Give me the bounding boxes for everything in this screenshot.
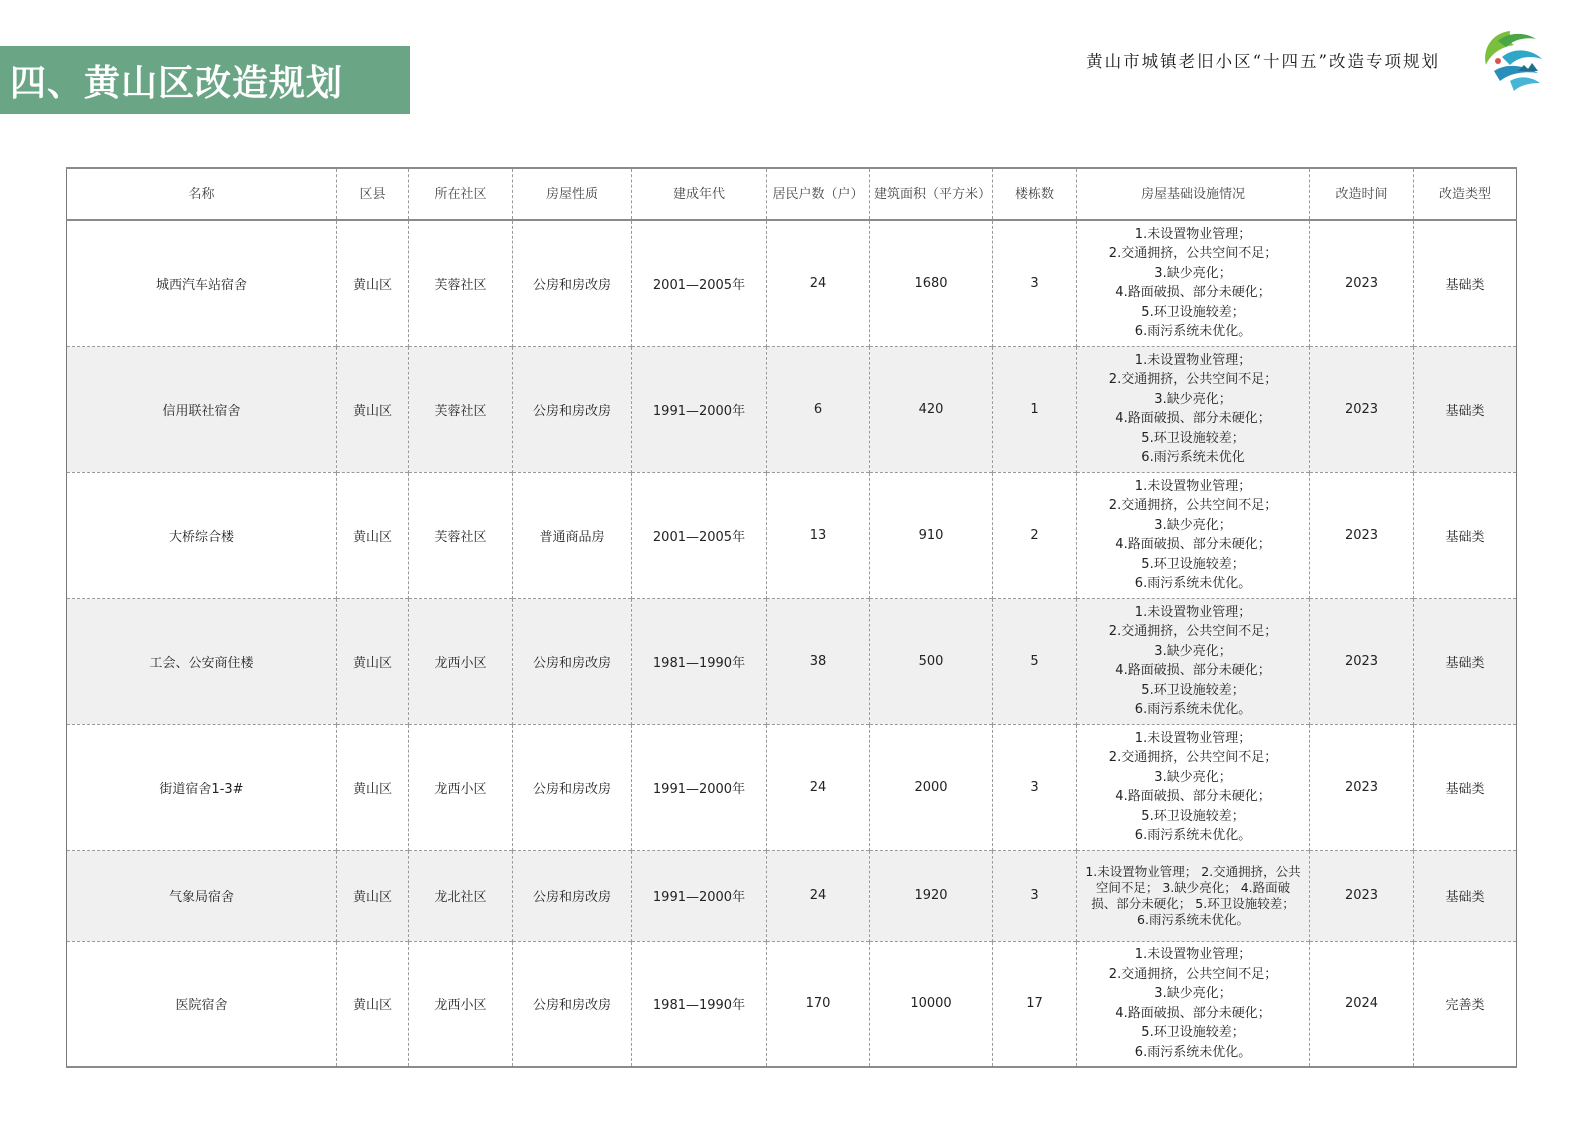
issue-line: 2.交通拥挤，公共空间不足；: [1108, 372, 1278, 387]
cell-type: 基础类: [1414, 220, 1517, 346]
cell-households: 24: [767, 850, 870, 941]
issue-line: 5.环卫设施较差；: [1141, 304, 1245, 320]
section-banner: [0, 46, 410, 114]
issue-line: 1.未设置物业管理；: [1134, 730, 1252, 746]
issue-line: 2.交通拥挤，公共空间不足；: [1108, 966, 1278, 982]
cell-households: 24: [767, 724, 870, 850]
issue-line: 4.路面破损、部分未硬化；: [1115, 663, 1271, 678]
cell-area: 420: [870, 346, 993, 472]
cell-built: 1991—2000年: [632, 346, 767, 472]
issue-line: 5.环卫设施较差；: [1141, 808, 1245, 824]
cell-area: 2000: [870, 724, 993, 850]
issue-line: 6.雨污系统未优化: [1141, 450, 1245, 465]
cell-area: 1680: [870, 220, 993, 346]
cell-issues: [1077, 724, 1310, 850]
cell-issues: [1077, 472, 1310, 598]
table-row: [67, 850, 1517, 941]
cell-type: 基础类: [1414, 598, 1517, 724]
cell-households: 24: [767, 220, 870, 346]
cell-built: 1981—1990年: [632, 598, 767, 724]
cell-buildings: 2: [993, 472, 1077, 598]
cell-county: 黄山区: [337, 346, 409, 472]
cell-name: 街道宿舍1-3#: [67, 724, 337, 850]
cell-name: 大桥综合楼: [67, 472, 337, 598]
cell-area: 910: [870, 472, 993, 598]
cell-year: 2023: [1310, 346, 1414, 472]
issue-line: 4.路面破损、部分未硬化；: [1115, 1005, 1271, 1021]
cell-year: 2023: [1310, 598, 1414, 724]
issue-line: 1.未设置物业管理；: [1134, 478, 1252, 494]
cell-buildings: 3: [993, 850, 1077, 941]
cell-issues: [1077, 220, 1310, 346]
cell-issues: 1.未设置物业管理； 2.交通拥挤，公共空间不足； 3.缺少亮化； 4.路面破损、部分未硬化； 5.环卫设施较差； 6.雨污系统未优化。: [1077, 850, 1310, 941]
cell-nature: 公房和房改房: [513, 850, 632, 941]
issue-line: 3.缺少亮化；: [1154, 391, 1232, 407]
cell-nature: 普通商品房: [513, 472, 632, 598]
cell-community: 龙北社区: [409, 850, 513, 941]
cell-built: 2001—2005年: [632, 472, 767, 598]
cell-name: 气象局宿舍: [67, 850, 337, 941]
cell-year: 2023: [1310, 724, 1414, 850]
cell-county: 黄山区: [337, 724, 409, 850]
cell-built: 2001—2005年: [632, 220, 767, 346]
cell-type: 基础类: [1414, 850, 1517, 941]
cell-area: 1920: [870, 850, 993, 941]
cell-name: 城西汽车站宿舍: [67, 220, 337, 346]
issue-line: 2.交通拥挤，公共空间不足；: [1108, 246, 1278, 262]
issue-line: 1.未设置物业管理；: [1134, 352, 1252, 368]
cell-area: 10000: [870, 941, 993, 1067]
cell-county: 黄山区: [337, 850, 409, 941]
cell-county: 黄山区: [337, 220, 409, 346]
column-header: 改造时间: [1310, 168, 1414, 220]
cell-community: 龙西小区: [409, 941, 513, 1067]
cell-community: 芙蓉社区: [409, 220, 513, 346]
cell-community: 芙蓉社区: [409, 346, 513, 472]
issue-line: 2.交通拥挤，公共空间不足；: [1108, 498, 1278, 513]
cell-households: 13: [767, 472, 870, 598]
cell-nature: 公房和房改房: [513, 941, 632, 1067]
cell-issues: [1077, 346, 1310, 472]
table-row: [67, 472, 1517, 598]
issue-line: 5.环卫设施较差；: [1141, 430, 1245, 446]
column-header: 楼栋数: [993, 168, 1077, 220]
cell-year: 2023: [1310, 850, 1414, 941]
issue-line: 6.雨污系统未优化。: [1134, 576, 1252, 591]
cell-nature: 公房和房改房: [513, 220, 632, 346]
table-row: [67, 346, 1517, 472]
column-header: 居民户数（户）: [767, 168, 870, 220]
cell-name: 医院宿舍: [67, 941, 337, 1067]
table-row: [67, 598, 1517, 724]
cell-issues: [1077, 598, 1310, 724]
issue-line: 3.缺少亮化；: [1154, 769, 1232, 785]
cell-type: 基础类: [1414, 724, 1517, 850]
cell-issues: [1077, 941, 1310, 1067]
cell-community: 龙西小区: [409, 598, 513, 724]
cell-buildings: 3: [993, 220, 1077, 346]
issue-line: 3.缺少亮化；: [1154, 517, 1232, 533]
issue-line: 6.雨污系统未优化。: [1134, 702, 1252, 717]
issue-line: 4.路面破损、部分未硬化；: [1115, 789, 1271, 804]
cell-county: 黄山区: [337, 472, 409, 598]
column-header: 建筑面积（平方米）: [870, 168, 993, 220]
cell-nature: 公房和房改房: [513, 346, 632, 472]
issue-line: 3.缺少亮化；: [1154, 643, 1232, 659]
cell-households: 38: [767, 598, 870, 724]
issue-line: 1.未设置物业管理；: [1134, 947, 1252, 963]
cell-name: 信用联社宿舍: [67, 346, 337, 472]
issue-line: 1.未设置物业管理；: [1134, 226, 1252, 242]
column-header: 房屋基础设施情况: [1077, 168, 1310, 220]
cell-built: 1991—2000年: [632, 724, 767, 850]
issue-line: 3.缺少亮化；: [1154, 986, 1232, 1002]
column-header: 改造类型: [1414, 168, 1517, 220]
cell-nature: 公房和房改房: [513, 598, 632, 724]
table-header-row: [67, 168, 1517, 220]
cell-buildings: 17: [993, 941, 1077, 1067]
issue-line: 5.环卫设施较差；: [1141, 682, 1245, 698]
cell-built: 1981—1990年: [632, 941, 767, 1067]
cell-buildings: 3: [993, 724, 1077, 850]
issue-line: 6.雨污系统未优化。: [1134, 828, 1252, 843]
cell-type: 基础类: [1414, 472, 1517, 598]
renovation-plan-table: [66, 167, 1517, 1068]
cell-households: 170: [767, 941, 870, 1067]
section-title: 四、黄山区改造规划: [10, 62, 344, 104]
cell-built: 1991—2000年: [632, 850, 767, 941]
table-row: [67, 941, 1517, 1067]
issue-line: 4.路面破损、部分未硬化；: [1115, 411, 1271, 426]
issue-line: 3.缺少亮化；: [1154, 265, 1232, 281]
cell-type: 完善类: [1414, 941, 1517, 1067]
cell-year: 2024: [1310, 941, 1414, 1067]
mountain-wave-logo-icon: [1480, 27, 1546, 93]
column-header: 建成年代: [632, 168, 767, 220]
issue-line: 5.环卫设施较差；: [1141, 556, 1245, 572]
issue-line: 1.未设置物业管理；: [1134, 604, 1252, 620]
cell-type: 基础类: [1414, 346, 1517, 472]
column-header: 所在社区: [409, 168, 513, 220]
renovation-table-container: [66, 167, 1516, 1068]
document-title: 黄山市城镇老旧小区“十四五”改造专项规划: [1086, 52, 1440, 71]
cell-buildings: 5: [993, 598, 1077, 724]
cell-year: 2023: [1310, 220, 1414, 346]
cell-area: 500: [870, 598, 993, 724]
issue-line: 2.交通拥挤，公共空间不足；: [1108, 624, 1278, 639]
cell-year: 2023: [1310, 472, 1414, 598]
issue-line: 5.环卫设施较差；: [1141, 1025, 1245, 1041]
table-row: [67, 724, 1517, 850]
issue-line: 2.交通拥挤，公共空间不足；: [1108, 750, 1278, 765]
cell-households: 6: [767, 346, 870, 472]
column-header: 名称: [67, 168, 337, 220]
cell-nature: 公房和房改房: [513, 724, 632, 850]
cell-community: 龙西小区: [409, 724, 513, 850]
cell-county: 黄山区: [337, 941, 409, 1067]
cell-buildings: 1: [993, 346, 1077, 472]
column-header: 区县: [337, 168, 409, 220]
issue-line: 6.雨污系统未优化。: [1134, 1044, 1252, 1060]
cell-community: 芙蓉社区: [409, 472, 513, 598]
issue-line: 6.雨污系统未优化。: [1134, 324, 1252, 340]
issue-line: 4.路面破损、部分未硬化；: [1115, 285, 1271, 301]
cell-county: 黄山区: [337, 598, 409, 724]
cell-name: 工会、公安商住楼: [67, 598, 337, 724]
column-header: 房屋性质: [513, 168, 632, 220]
table-row: [67, 220, 1517, 346]
issue-line: 4.路面破损、部分未硬化；: [1115, 537, 1271, 552]
